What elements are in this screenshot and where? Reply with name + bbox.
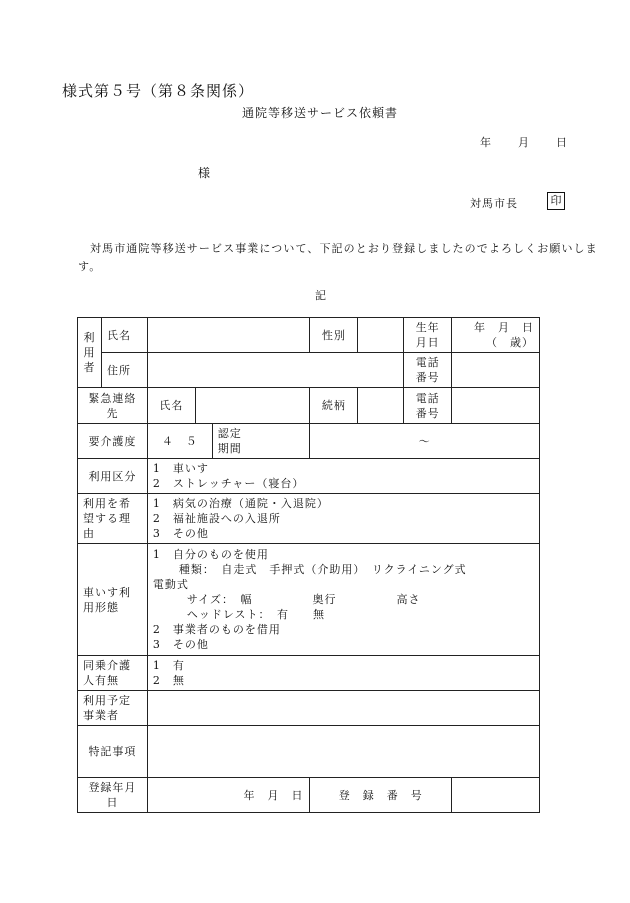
reg-date-label-cell xyxy=(78,778,148,813)
address-field[interactable] xyxy=(147,353,403,388)
wheelchair-label-2: 用形態 xyxy=(83,600,119,614)
reg-date-label-1: 登録年月 xyxy=(88,781,137,794)
sex-field[interactable] xyxy=(358,318,404,353)
reason-label-1: 利用を希 xyxy=(83,497,131,510)
phone-label-2: 番号 xyxy=(415,371,440,384)
cert-tilde: ～ xyxy=(418,434,431,448)
phone-label-cell xyxy=(404,353,452,388)
birth-age: （ 歳） xyxy=(486,336,534,349)
category-label: 利用区分 xyxy=(88,469,137,483)
birth-ymd: 年 月 日 xyxy=(474,321,534,334)
name-label: 氏名 xyxy=(106,328,131,342)
relation-field[interactable] xyxy=(358,388,404,424)
wheelchair-headrest: ヘッドレスト： 有 無 xyxy=(186,608,326,621)
date-day: 日 xyxy=(556,136,568,149)
provider-label-1: 利用予定 xyxy=(83,694,131,707)
caregiver-label-cell xyxy=(78,656,148,691)
care-values: ４ ５ xyxy=(161,434,198,448)
provider-label-cell xyxy=(78,691,148,726)
category-item-stretcher: 2 ストレッチャー（寝台） xyxy=(152,477,305,490)
birth-label-cell xyxy=(404,318,452,353)
care-label-cell xyxy=(78,424,148,459)
emergency-name-field[interactable] xyxy=(195,388,310,424)
date-year: 年 xyxy=(480,136,492,149)
wheelchair-field[interactable] xyxy=(147,544,539,656)
caregiver-label-1: 同乗介護 xyxy=(83,659,131,672)
cert-label-cell xyxy=(212,424,310,459)
reason-item-other: 3 その他 xyxy=(152,527,209,540)
ki-heading: 記 xyxy=(315,289,326,302)
provider-label-2: 事業者 xyxy=(83,709,119,722)
birth-label-1: 生年 xyxy=(415,321,440,334)
address-label: 住所 xyxy=(106,363,131,377)
birth-label-2: 月日 xyxy=(415,336,440,349)
user-label: 利用者 xyxy=(83,331,96,374)
document-title: 通院等移送サービス依頼書 xyxy=(242,106,399,120)
category-field[interactable] xyxy=(147,459,539,494)
wheelchair-own: 1 自分のものを使用 xyxy=(152,548,269,561)
wheelchair-label-1: 車いす利 xyxy=(83,585,131,599)
seal-mark: 印 xyxy=(547,192,565,210)
care-level-field[interactable] xyxy=(147,424,212,459)
wheelchair-type-cont: 電動式 xyxy=(152,578,189,591)
notes-label-cell xyxy=(78,726,148,778)
caregiver-item-no: 2 無 xyxy=(152,674,185,687)
reason-label-2: 望する理 xyxy=(83,512,131,525)
address-label-cell xyxy=(101,353,147,388)
caregiver-item-yes: 1 有 xyxy=(152,659,185,672)
reg-date-ymd: 年 月 日 xyxy=(243,788,304,802)
provider-field[interactable] xyxy=(147,691,539,726)
emergency-name-label-cell xyxy=(147,388,195,424)
issuer: 対馬市長 xyxy=(470,197,518,210)
cert-period-field[interactable] xyxy=(310,424,540,459)
reg-no-field[interactable] xyxy=(452,778,540,813)
emergency-label-cell xyxy=(78,388,148,424)
name-label-cell xyxy=(101,318,147,353)
emergency-phone-label-cell xyxy=(404,388,452,424)
wheelchair-other: 3 その他 xyxy=(152,638,209,651)
wheelchair-size: サイズ： 幅 奥行 高さ xyxy=(186,593,421,606)
emergency-label-2: 先 xyxy=(106,406,119,420)
reason-label-3: 由 xyxy=(83,527,95,540)
request-form-table xyxy=(77,317,540,813)
reg-date-label-2: 日 xyxy=(106,796,119,809)
reason-label-cell xyxy=(78,494,148,544)
name-field[interactable] xyxy=(147,318,310,353)
wheelchair-type: 種類： 自走式 手押式（介助用） リクライニング式 xyxy=(178,563,467,576)
reason-field[interactable] xyxy=(147,494,539,544)
reason-item-treatment: 1 病気の治療（通院・入退院） xyxy=(152,497,329,510)
emergency-phone-field[interactable] xyxy=(452,388,540,424)
reg-no-label-cell xyxy=(310,778,452,813)
notes-label: 特記事項 xyxy=(88,745,137,758)
birth-field[interactable] xyxy=(452,318,540,353)
date-month: 月 xyxy=(518,136,530,149)
form-code: 様式第５号（第８条関係） xyxy=(62,82,255,100)
caregiver-label-2: 人有無 xyxy=(83,674,119,687)
emergency-name-label: 氏名 xyxy=(159,399,184,412)
care-label: 要介護度 xyxy=(88,434,137,448)
reg-no-label: 登 録 番 号 xyxy=(338,788,423,802)
body-text: 対馬市通院等移送サービス事業について、下記のとおり登録しましたのでよろしくお願いします。 xyxy=(78,242,598,273)
wheelchair-label-cell xyxy=(78,544,148,656)
notes-field[interactable] xyxy=(147,726,539,778)
category-label-cell xyxy=(78,459,148,494)
cert-label-2: 期間 xyxy=(217,442,242,455)
date-line xyxy=(480,134,568,150)
user-label-cell xyxy=(78,318,102,388)
emergency-phone-label-1: 電話 xyxy=(415,391,440,405)
emergency-phone-label-2: 番号 xyxy=(415,406,440,420)
emergency-label-1: 緊急連絡 xyxy=(88,391,137,405)
caregiver-field[interactable] xyxy=(147,656,539,691)
cert-label-1: 認定 xyxy=(217,427,242,440)
relation-label: 続柄 xyxy=(321,399,346,412)
sex-label: 性別 xyxy=(321,328,346,342)
wheelchair-rent: 2 事業者のものを借用 xyxy=(152,623,281,636)
sex-label-cell xyxy=(310,318,358,353)
reason-item-facility: 2 福祉施設への入退所 xyxy=(152,512,281,525)
phone-field[interactable] xyxy=(452,353,540,388)
reg-date-field[interactable] xyxy=(147,778,310,813)
category-item-wheelchair: 1 車いす xyxy=(152,462,209,475)
phone-label-1: 電話 xyxy=(415,356,440,369)
relation-label-cell xyxy=(310,388,358,424)
addressee-suffix: 様 xyxy=(198,166,211,180)
